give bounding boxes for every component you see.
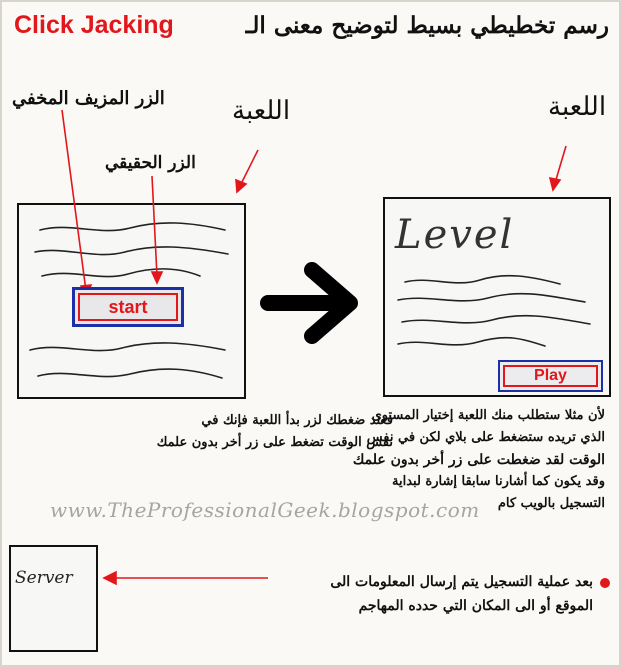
watermark: www.TheProfessionalGeek.blogspot.com [50, 498, 480, 522]
description-line: بعد عملية التسجيل يتم إرسال المعلومات الى [330, 574, 593, 590]
description-line: التسجيل بالويب كام [497, 496, 605, 511]
arrow-game-left [240, 150, 258, 186]
arrow-head [152, 272, 162, 283]
arrow-head [550, 178, 560, 190]
label-game-right: اللعبة [548, 92, 607, 122]
arrow-head [104, 572, 116, 584]
server-box [9, 545, 98, 652]
squiggle-line [30, 343, 225, 351]
arrow-head [236, 180, 246, 192]
description-line: وقد يكون كما أشارنا سابقا إشارة لبداية [392, 474, 605, 489]
label-fake-hidden-button: الزر المزيف المخفي [12, 88, 165, 109]
title-arabic: رسم تخطيطي بسيط لتوضيح معنى الـ [245, 12, 609, 39]
description-line: نفس الوقت تضغط على زر أخر بدون علمك [156, 435, 393, 450]
squiggle-line [42, 269, 200, 277]
squiggle-lines-right [398, 276, 590, 346]
description-line: فعند ضغطك لزر بدأ اللعبة فإنك في [201, 413, 393, 428]
description-line: لأن مثلا ستطلب منك اللعبة إختيار المستوى [371, 408, 605, 423]
label-game-left: اللعبة [232, 96, 291, 126]
squiggle-line [40, 223, 225, 231]
play-button [498, 360, 603, 392]
description-server [243, 570, 593, 618]
squiggle-line [405, 276, 560, 284]
description-line: الموقع أو الى المكان التي حدده المهاجم [358, 598, 593, 614]
description-line: الوقت لقد ضغطت على زر أخر بدون علمك [352, 452, 605, 468]
squiggle-line [398, 294, 585, 302]
start-button-label: start [78, 293, 178, 321]
squiggle-line [402, 316, 590, 324]
label-real-button: الزر الحقيقي [105, 153, 196, 173]
arrow-fake-button [62, 110, 86, 291]
play-button-label: Play [503, 365, 598, 387]
arrow-game-right [555, 146, 566, 183]
title-english: Click Jacking [14, 11, 174, 39]
description-line: الذي تريده ستضغط على بلاي لكن في نفس [366, 430, 605, 445]
bullet-dot-icon [600, 578, 610, 588]
big-right-arrow [268, 270, 350, 336]
start-button [72, 287, 184, 327]
squiggle-line [398, 338, 545, 346]
server-label: Server [15, 568, 73, 588]
squiggle-line [38, 369, 222, 378]
level-heading: Level [395, 212, 515, 258]
squiggle-line [35, 247, 228, 255]
arrow-real-button [152, 176, 157, 276]
